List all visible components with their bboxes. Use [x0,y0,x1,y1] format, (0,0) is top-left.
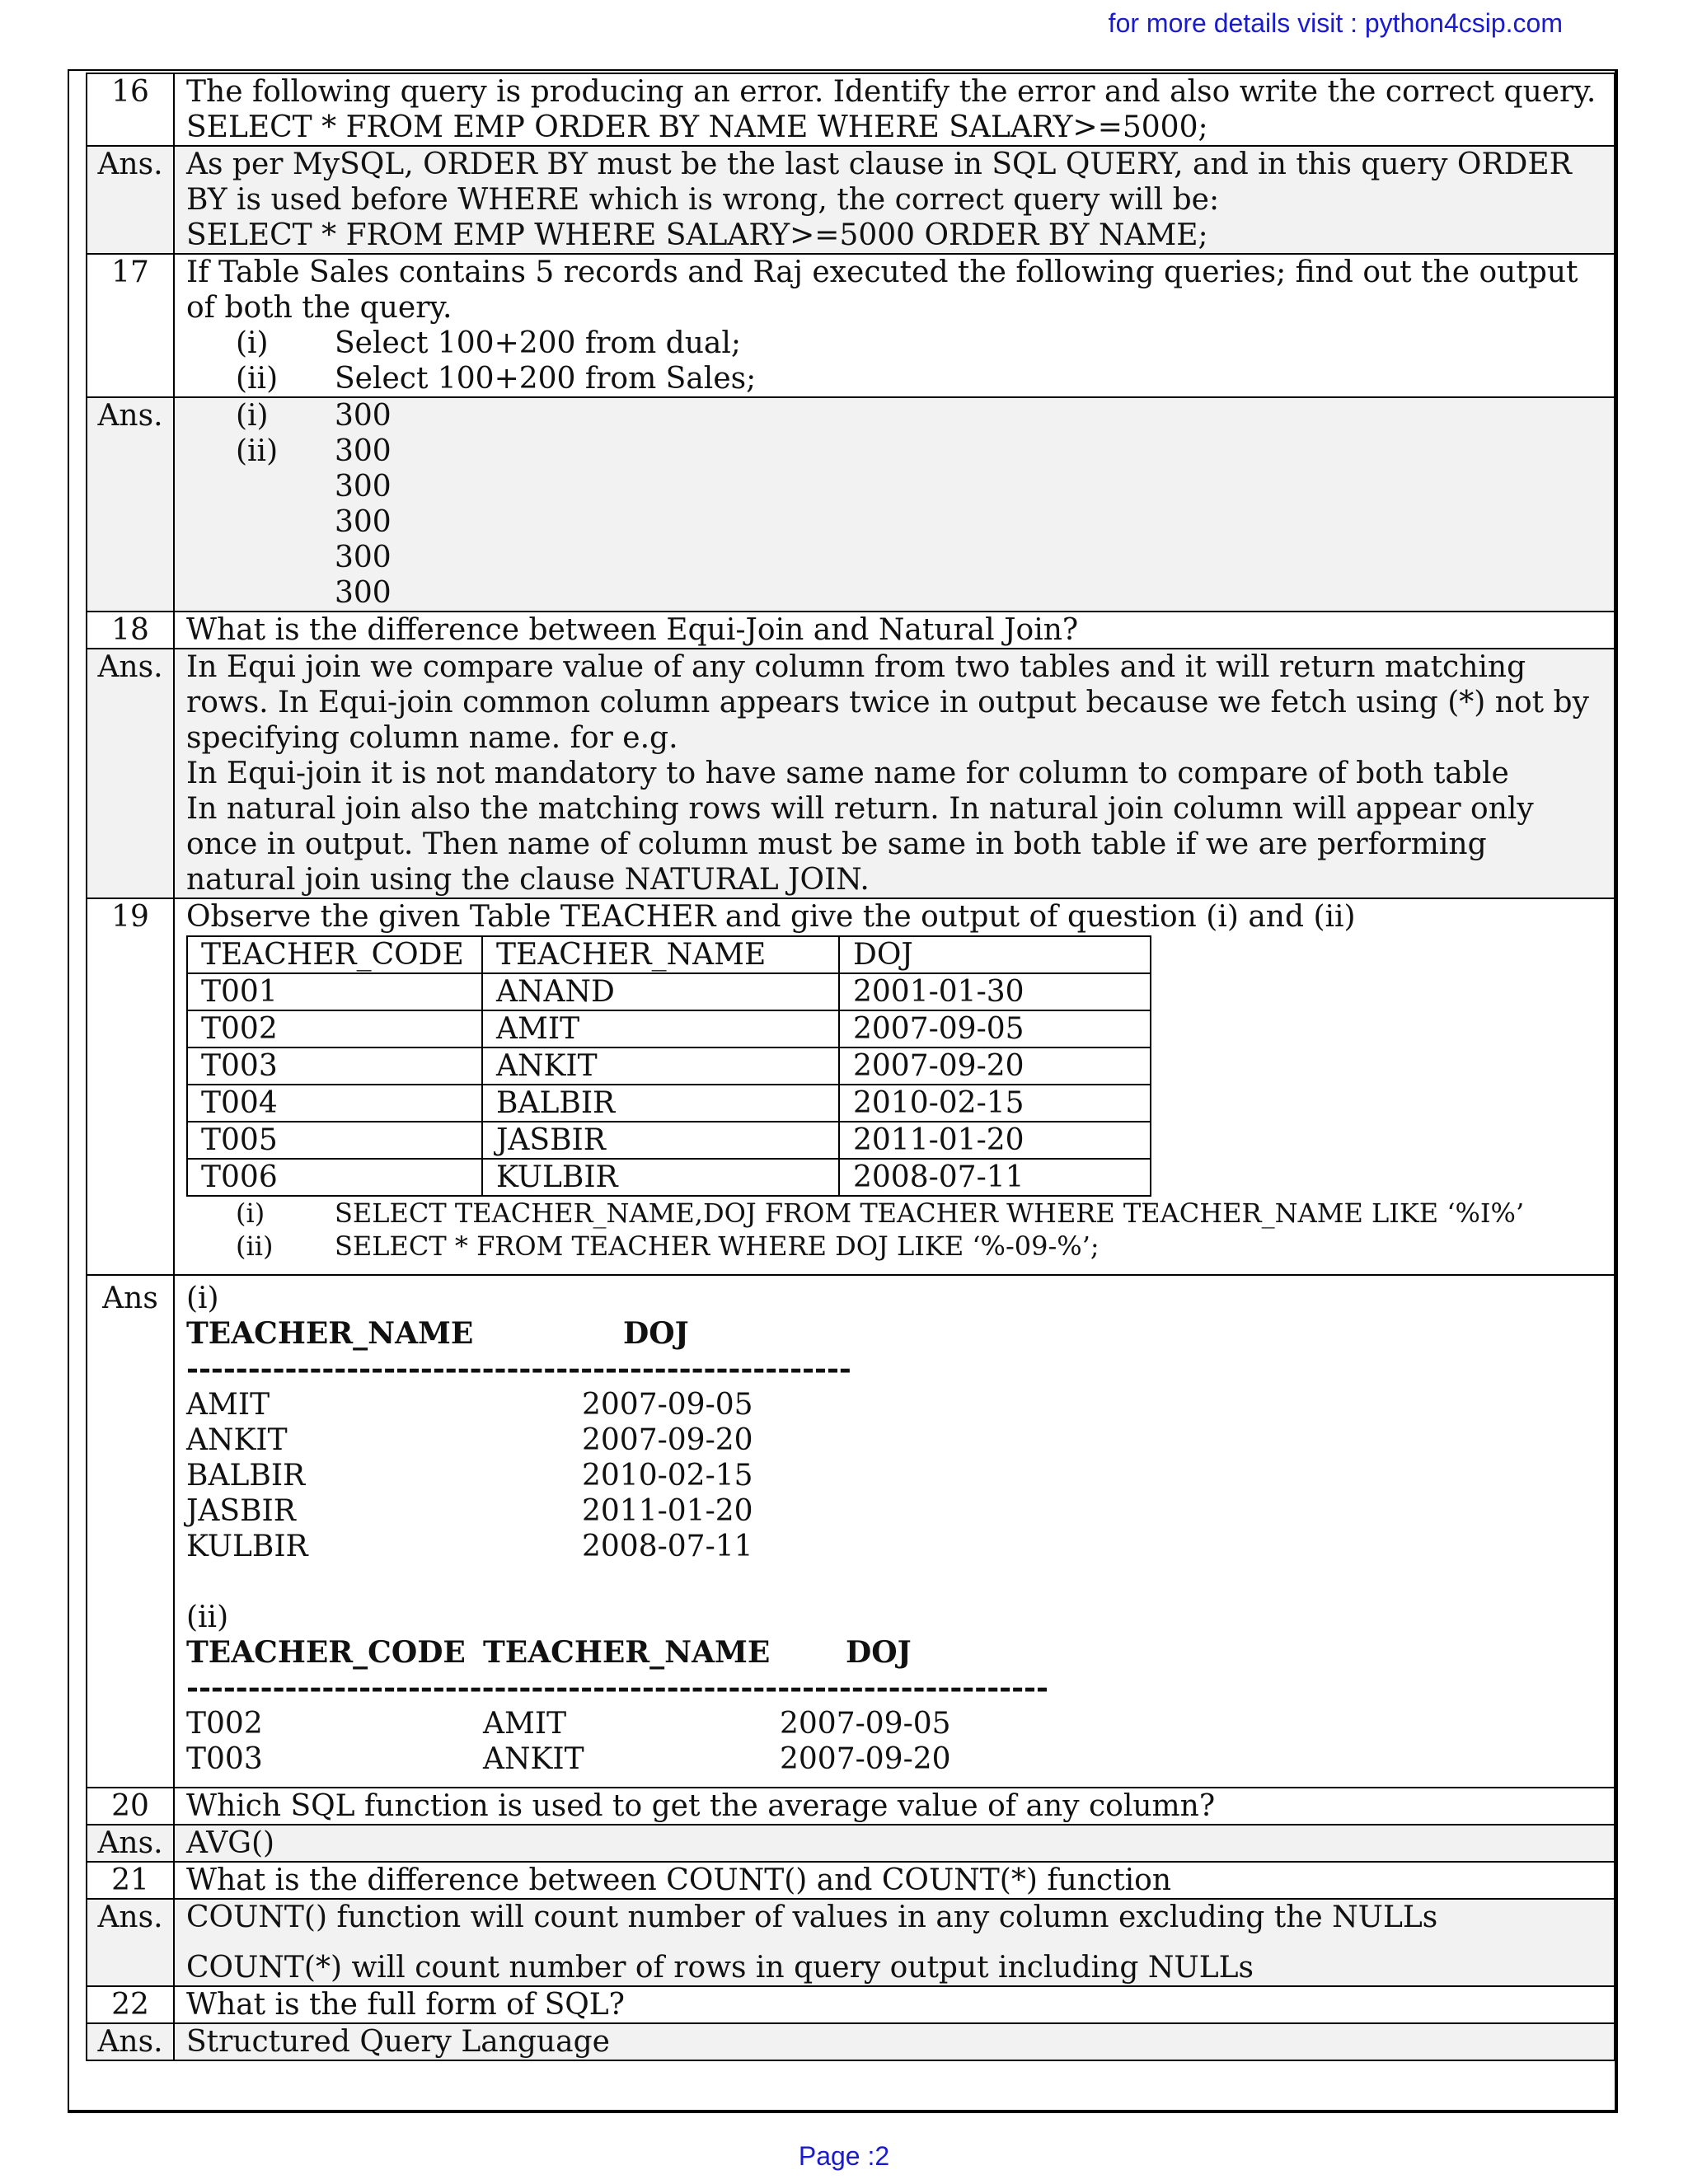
answer-text [174,1825,1615,1862]
answer-label: Ans. [87,2023,174,2060]
list-item [186,575,1606,611]
answer-label: Ans. [87,1899,174,1986]
answer-row [87,649,1615,898]
table-header-row [187,936,1151,973]
item-number [186,469,335,504]
column-header: TEACHER_CODE [187,936,482,973]
item-text: 300 [335,399,392,433]
table-cell: 2011-01-20 [839,1122,1151,1159]
item-text: SELECT TEACHER_NAME,DOJ FROM TEACHER WHERE TEACHER_NAME LIKE ‘%I%’ [335,1197,1525,1229]
answer-text [174,1899,1615,1986]
answer-text [174,649,1615,898]
result-row [186,1458,1606,1493]
question-row [87,73,1615,146]
question-text [174,254,1615,397]
answer-label: Ans. [87,1825,174,1862]
item-number: (ii) [236,362,279,396]
table-cell: T002 [187,1010,482,1047]
table-cell: T004 [187,1085,482,1122]
text-line: Observe the given Table TEACHER and give the output of question (i) and (ii) [186,900,1356,934]
item-text: Select 100+200 from Sales; [335,362,757,396]
table-row [187,973,1151,1010]
text-line: What is the difference between COUNT() and COUNT(*) function [186,1863,1172,1897]
item-number [186,575,335,611]
text-line: specifying column name. for e.g. [186,721,678,755]
answer-row [87,2023,1615,2060]
text-line: of both the query. [186,291,452,325]
answer-text [174,2023,1615,2060]
question-text [174,1986,1615,2023]
answer-row [87,1275,1615,1788]
result-column-header: TEACHER_NAME [483,1635,771,1670]
result-cell: 2007-09-20 [582,1423,753,1457]
answer-label: Ans. [87,397,174,612]
list-item [186,1230,1606,1263]
text-line: Which SQL function is used to get the average value of any column? [186,1789,1216,1823]
result-column-header: DOJ [623,1316,689,1351]
question-row [87,612,1615,649]
question-text [174,612,1615,649]
answer-label: Ans. [87,146,174,254]
result-cell: ANKIT [483,1742,584,1776]
item-number: (ii) [236,434,279,468]
table-cell: ANKIT [482,1047,839,1085]
text-line: As per MySQL, ORDER BY must be the last clause in SQL QUERY, and in this query ORDER [186,148,1572,181]
question-row [87,1986,1615,2023]
answer-label: Ans. [87,649,174,898]
text-line: In Equi-join it is not mandatory to have same name for column to compare of both table [186,757,1509,790]
result-cell: JASBIR [186,1494,296,1528]
result-row [186,1741,1606,1777]
item-text: 300 [335,505,392,539]
question-number: 20 [87,1788,174,1825]
result-row [186,1387,1606,1422]
item-number: (i) [236,1197,265,1229]
text-line: COUNT(*) will count number of rows in query output including NULLs [186,1951,1254,1985]
question-number: 19 [87,898,174,1275]
question-text [174,73,1615,146]
item-number: (i) [236,399,269,433]
question-number: 16 [87,73,174,146]
answer-row [87,397,1615,612]
spacer [186,1564,1606,1600]
item-number [186,540,335,575]
table-row [187,1159,1151,1196]
table-cell: 2007-09-05 [839,1010,1151,1047]
result-divider: ------------------------------------------------------ [186,1352,851,1386]
text-line: AVG() [186,1826,275,1860]
result-row [186,1529,1606,1564]
item-text: 300 [335,434,392,468]
result-cell: KULBIR [186,1530,308,1563]
teacher-table [186,935,1151,1197]
item-text: SELECT * FROM TEACHER WHERE DOJ LIKE ‘%-09-%’; [335,1230,1100,1262]
item-number: (i) [236,326,269,360]
result-column-header: TEACHER_CODE [186,1635,466,1670]
question-number: 18 [87,612,174,649]
table-cell: T005 [187,1122,482,1159]
result-cell: 2010-02-15 [582,1459,753,1493]
question-row [87,1788,1615,1825]
question-text [174,1788,1615,1825]
answer-row [87,1899,1615,1986]
list-item [186,434,1606,469]
text-line: Structured Query Language [186,2025,610,2059]
question-text [174,898,1615,1275]
column-header: TEACHER_NAME [482,936,839,973]
text-line: SELECT * FROM EMP WHERE SALARY>=5000 ORDER BY NAME; [186,218,1208,252]
table-row [187,1047,1151,1085]
item-text: Select 100+200 from dual; [335,326,742,360]
result-cell: 2007-09-05 [582,1388,753,1422]
table-cell: 2007-09-20 [839,1047,1151,1085]
list-item [186,504,1606,540]
result-divider: ---------------------------------------------------------------------- [186,1671,1048,1705]
text-line: In natural join also the matching rows will return. In natural join column will appear only [186,792,1534,826]
result-cell: 2007-09-20 [780,1742,951,1776]
result-row [186,1493,1606,1529]
text-line: What is the difference between Equi-Join and Natural Join? [186,613,1079,647]
page-number: Page :2 [798,2141,890,2171]
answer-text [174,1275,1615,1788]
table-cell: 2001-01-30 [839,973,1151,1010]
header-link[interactable]: for more details visit : python4csip.com [1108,8,1563,38]
question-number: 17 [87,254,174,397]
table-cell: JASBIR [482,1122,839,1159]
result-row [186,1706,1606,1741]
answer-text [174,397,1615,612]
answer-row [87,1825,1615,1862]
text-line: rows. In Equi-join common column appears twice in output because we fetch using (*) not by [186,686,1589,719]
item-text: 300 [335,541,392,574]
question-row [87,1862,1615,1899]
answer-text [174,146,1615,254]
text-line: COUNT() function will count number of values in any column excluding the NULLs [186,1900,1438,1934]
table-cell: T003 [187,1047,482,1085]
answer-label: Ans [87,1275,174,1788]
result-cell: T002 [186,1707,263,1741]
result-cell: 2007-09-05 [780,1707,951,1741]
text-line: If Table Sales contains 5 records and Raj executed the following queries; find out the output [186,255,1578,289]
table-cell: ANAND [482,973,839,1010]
list-item [186,469,1606,504]
result-row [186,1422,1606,1458]
text-line: In Equi join we compare value of any column from two tables and it will return matching [186,650,1526,684]
answer-row [87,146,1615,254]
item-number [186,504,335,540]
text-line: once in output. Then name of column must be same in both table if we are performing [186,827,1487,861]
table-cell: T006 [187,1159,482,1196]
result-cell: AMIT [483,1707,567,1741]
text-line: BY is used before WHERE which is wrong, the correct query will be: [186,183,1220,217]
result-cell: 2008-07-11 [582,1530,753,1563]
list-item [186,398,1606,434]
text-line: The following query is producing an error. Identify the error and also write the correct query. [186,75,1597,109]
question-row [87,254,1615,397]
result-cell: BALBIR [186,1459,306,1493]
item-text: 300 [335,576,392,610]
result-cell: AMIT [186,1388,270,1422]
table-cell: AMIT [482,1010,839,1047]
question-text [174,1862,1615,1899]
question-number: 21 [87,1862,174,1899]
list-item [186,326,1606,361]
question-number: 22 [87,1986,174,2023]
list-item [186,1197,1606,1230]
table-row [187,1122,1151,1159]
table-cell: T001 [187,973,482,1010]
table-row [187,1010,1151,1047]
text-line: SELECT * FROM EMP ORDER BY NAME WHERE SALARY>=5000; [186,110,1208,144]
table-cell: 2010-02-15 [839,1085,1151,1122]
qa-table [86,73,1615,2061]
question-row [87,898,1615,1275]
item-number: (ii) [236,1230,274,1262]
result-header [186,1635,1606,1671]
table-cell: BALBIR [482,1085,839,1122]
list-item [186,540,1606,575]
result-header [186,1316,1606,1352]
table-row [187,1085,1151,1122]
part-label: (i) [186,1282,219,1315]
part-label: (ii) [186,1601,229,1634]
list-item [186,361,1606,396]
text-line: What is the full form of SQL? [186,1988,625,2022]
column-header: DOJ [839,936,1151,973]
result-column-header: DOJ [846,1635,912,1670]
table-cell: KULBIR [482,1159,839,1196]
item-text: 300 [335,470,392,504]
result-column-header: TEACHER_NAME [186,1316,474,1351]
result-cell: T003 [186,1742,263,1776]
table-cell: 2008-07-11 [839,1159,1151,1196]
result-cell: 2011-01-20 [582,1494,753,1528]
text-line: natural join using the clause NATURAL JOIN. [186,863,870,897]
result-cell: ANKIT [186,1423,288,1457]
